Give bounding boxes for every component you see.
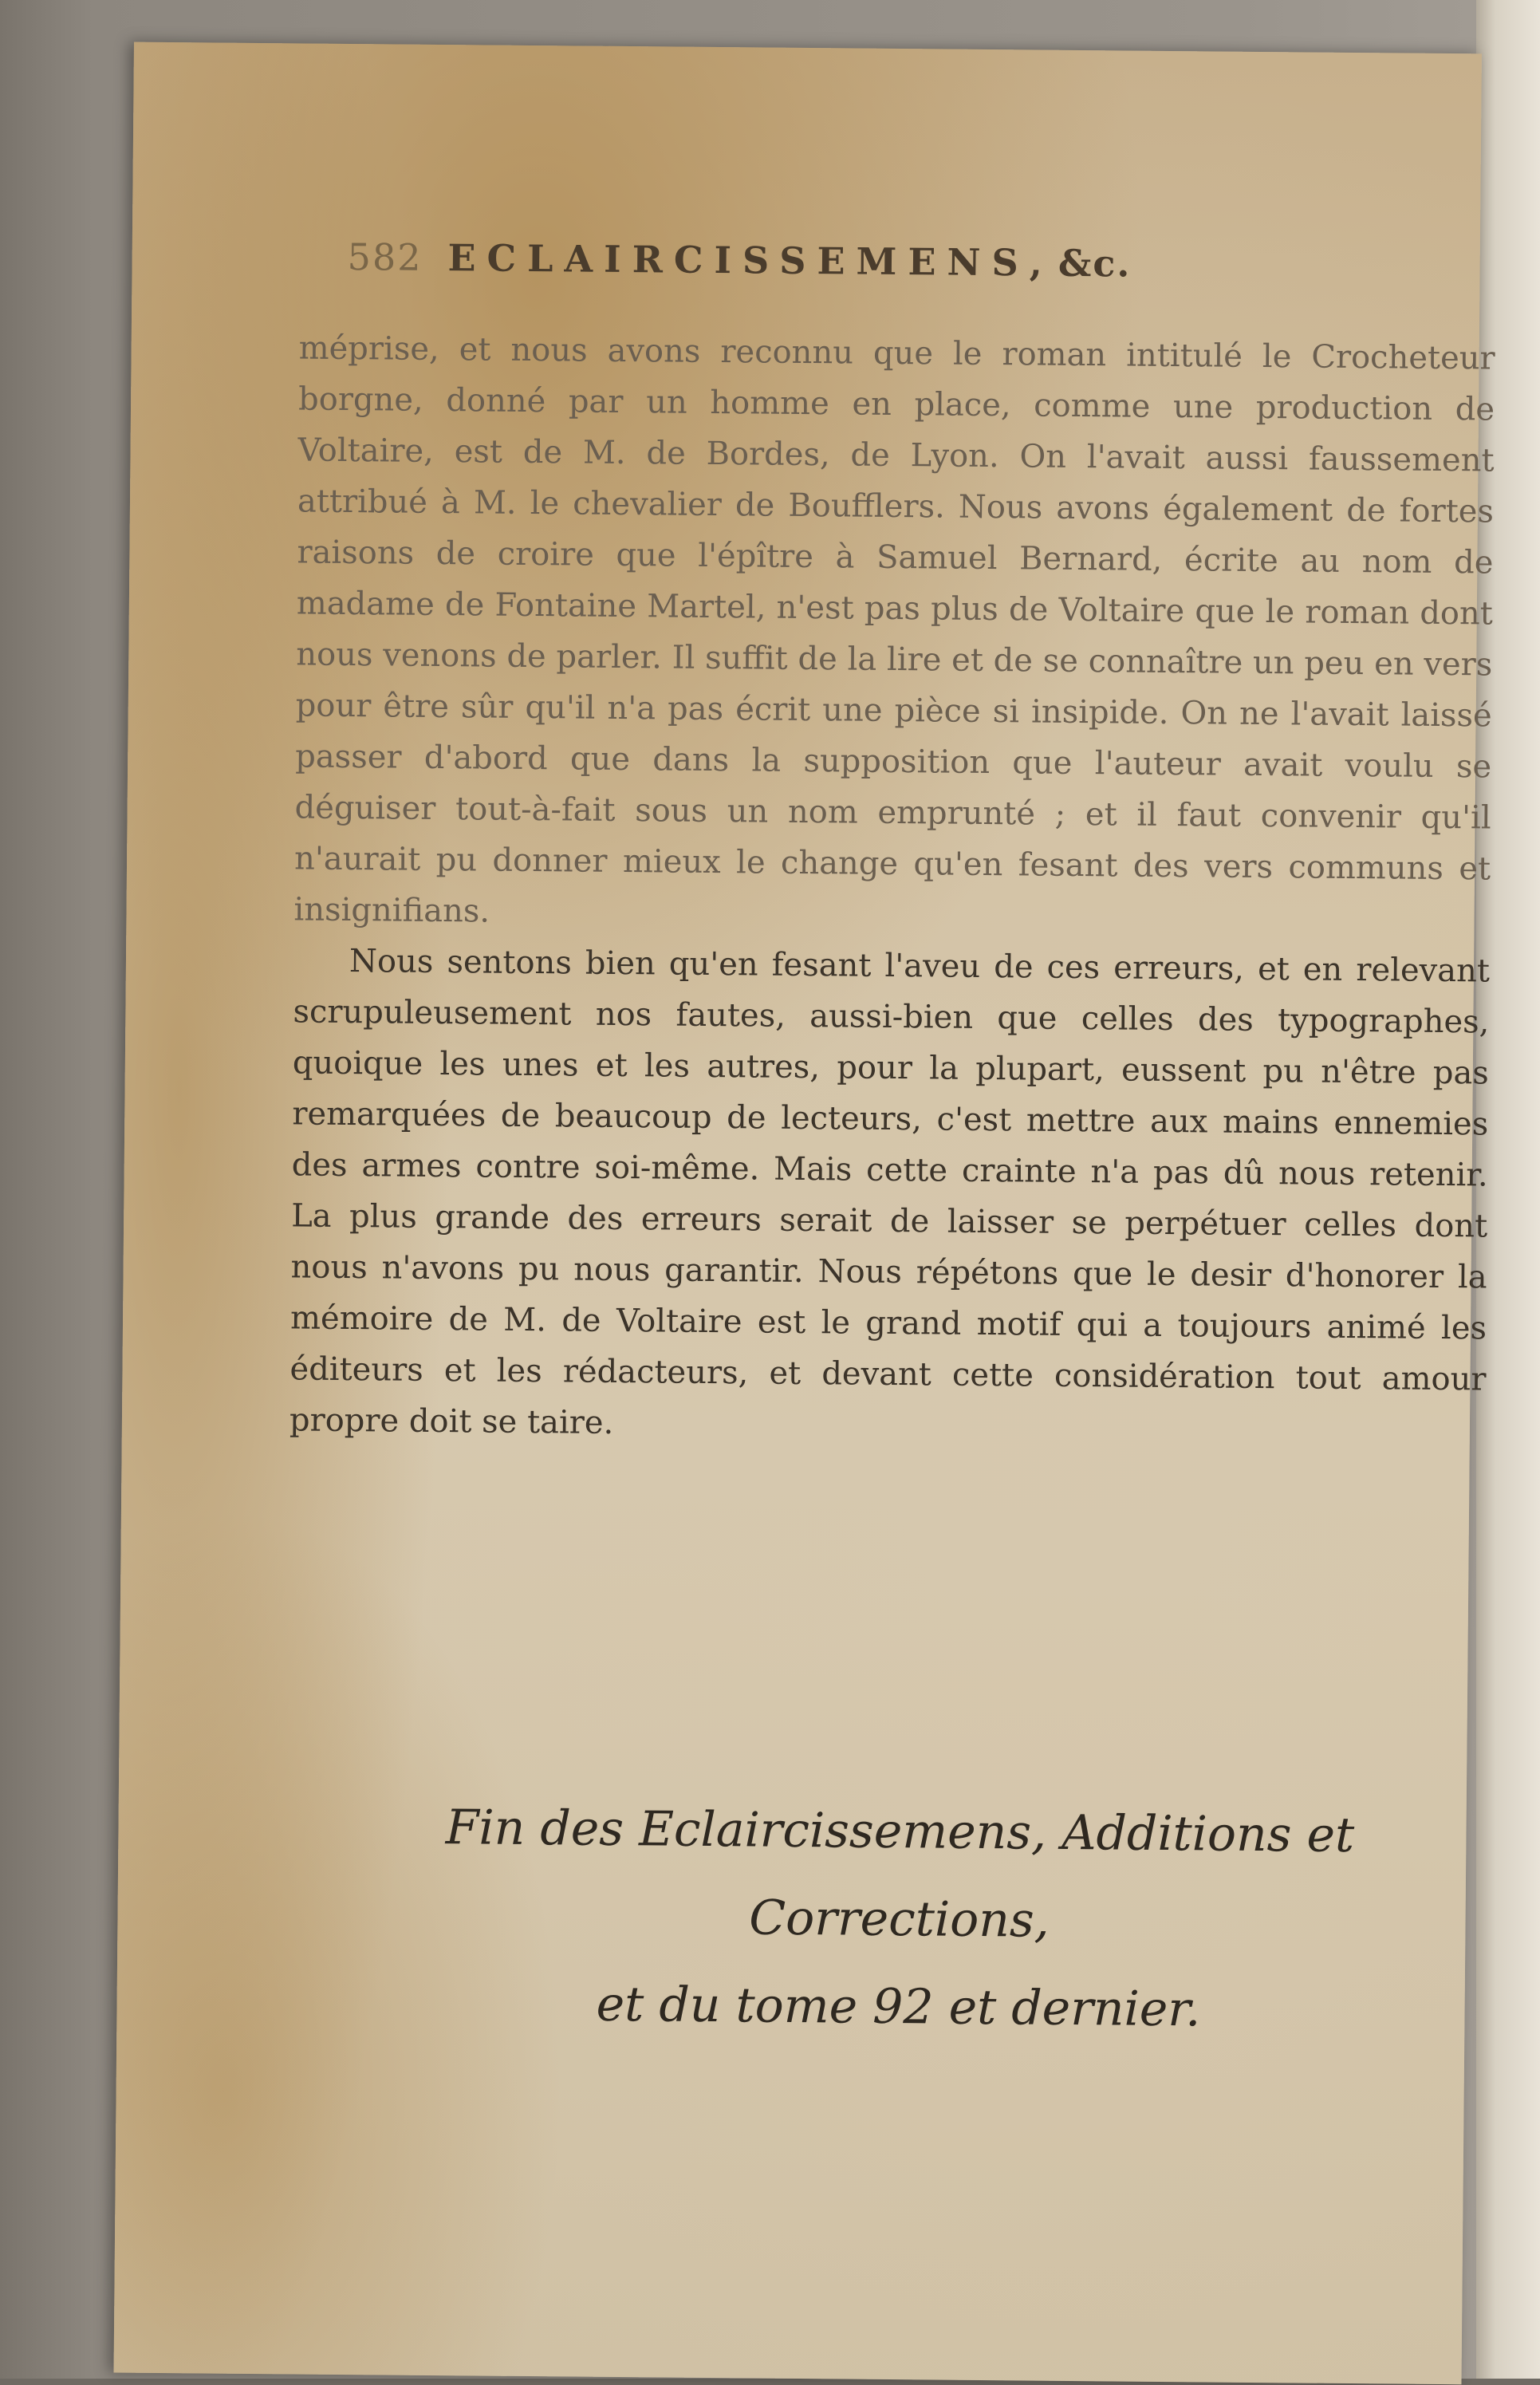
colophon-line-1: Fin des Eclaircissemens, Additions et Corrections, xyxy=(445,1800,1355,1949)
paragraph-2: Nous sentons bien qu'en fesant l'aveu de ces erreurs, et en relevant scrupuleusement nos fautes, aussi-bien que celles des typographes, quoique les unes et les autres, pour la plupart, eussent pu n'être pas remarquées de beaucoup de lecteurs, c'est mettre aux mains ennemies des armes contre soi-même. Mais cette crainte n'a pas dû nous retenir. La plus grande des erreurs serait de laisser se perpétuer celles dont nous n'avons pu nous garantir. Nous répétons que le desir d'honorer la mémoire de M. de Voltaire est le grand motif qui a toujours animé les éditeurs et les rédacteurs, et devant cette considération tout amour propre doit se taire. xyxy=(289,943,1491,1441)
colophon xyxy=(301,1783,1499,2038)
running-title: ECLAIRCISSEMENS xyxy=(447,236,1030,285)
book-page xyxy=(114,42,1495,2385)
body-text xyxy=(288,322,1495,1625)
colophon-line-2: et du tome 92 et dernier. xyxy=(596,1976,1201,2038)
page-number: 582 xyxy=(347,235,423,279)
running-header xyxy=(347,235,1416,309)
running-title-tail: , &c. xyxy=(1029,241,1132,286)
paragraph-1: méprise, et nous avons reconnu que le roman intitulé le Crocheteur borgne, donné par un homme en place, comme une production de Voltaire, est de M. de Bordes, de Lyon. On l'avait aussi faussement attribué à M. le chevalier de Boufflers. Nous avons également de fortes raisons de croire que l'épître à Samuel Bernard, écrite au nom de madame de Fontaine Martel, n'est pas plus de Voltaire que le roman dont nous venons de parler. Il suffit de la lire et de se connaître un peu en vers pour être sûr qu'il n'a pas écrit une pièce si insipide. On ne l'avait laissé passer d'abord que dans la supposition que l'auteur avait voulu se déguiser tout-à-fait sous un nom emprunté ; et il faut convenir qu'il n'aurait pu donner mieux le change qu'en fesant des vers communs et insignifians. xyxy=(293,329,1495,930)
